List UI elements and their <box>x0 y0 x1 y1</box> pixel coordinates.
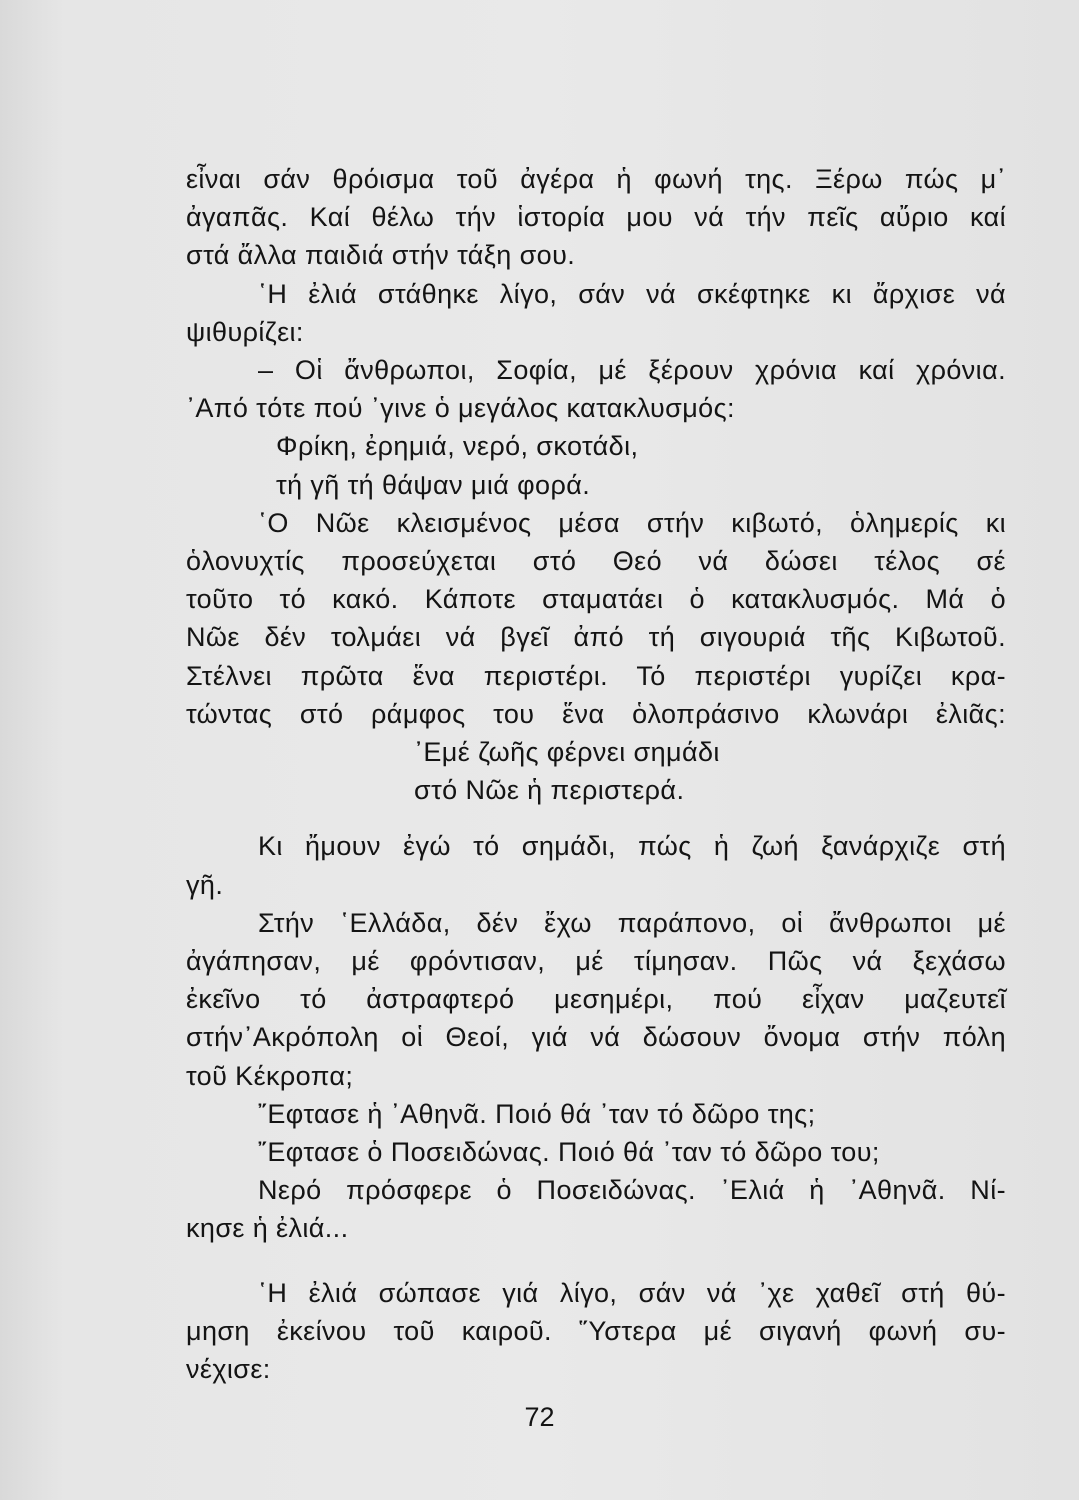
text-line: τώντας στό ράμφος του ἕνα ὁλοπράσινο κλωνάρι ἐλιᾶς: <box>186 698 1006 729</box>
text-line: ῎Εφτασε ἡ ᾽Αθηνᾶ. Ποιό θά ᾽ταν τό δῶρο της; <box>258 1098 816 1129</box>
text-line: ἐκεῖνο τό ἀστραφτερό μεσημέρι, πού εἶχαν μαζευτεῖ <box>186 984 1006 1015</box>
verse-spacer <box>186 809 1006 827</box>
dialogue-line: – Οἱ ἄνθρωποι, Σοφία, μέ ξέρουν χρόνια καί χρόνια. <box>258 355 1006 386</box>
text-line: ψιθυρίζει: <box>186 316 304 347</box>
text-line: εἶναι σάν θρόισμα τοῦ ἀγέρα ἡ φωνή της. Ξέρω πώς μ᾽ <box>186 164 1006 194</box>
text-line: Κι ἤμουν ἐγώ τό σημάδι, πώς ἡ ζωή ξανάρχιζε στή <box>258 831 1006 862</box>
text-line: ᾽Από τότε πού ᾽γινε ὁ μεγάλος κατακλυσμός: <box>186 393 735 424</box>
text-line: κησε ἡ ἐλιά... <box>186 1213 349 1244</box>
verse-line: Φρίκη, ἐρημιά, νερό, σκοτάδι, <box>276 431 639 462</box>
text-line: ἀγάπησαν, μέ φρόντισαν, μέ τίμησαν. Πῶς νά ξεχάσω <box>186 946 1006 977</box>
text-line: Νῶε δέν τολμάει νά βγεῖ ἀπό τή σιγουριά τῆς Κιβωτοῦ. <box>186 622 1006 653</box>
verse-line: στό Νῶε ἡ περιστερά. <box>414 775 685 806</box>
text-line: μηση ἐκείνου τοῦ καιροῦ. ῞Υστερα μέ σιγανή φωνή συ- <box>186 1315 1006 1346</box>
text-line: νέχισε: <box>186 1354 271 1385</box>
text-line: ἀγαπᾶς. Καί θέλω τήν ἱστορία μου νά τήν πεῖς αὔριο καί <box>186 202 1006 233</box>
text-line: ῾Ο Νῶε κλεισμένος μέσα στήν κιβωτό, ὁλημερίς κι <box>258 507 1006 538</box>
text-line: ὁλονυχτίς προσεύχεται στό Θεό νά δώσει τέλος σέ <box>186 546 1006 577</box>
paragraph-spacer <box>186 1248 1006 1274</box>
text-line: γῆ. <box>186 869 224 900</box>
verse-line: τή γῆ τή θάψαν μιά φορά. <box>276 469 591 500</box>
text-line: στά ἄλλα παιδιά στήν τάξη σου. <box>186 240 576 271</box>
body-text <box>186 160 1006 1388</box>
verse-line: ᾽Εμέ ζωῆς φέρνει σημάδι <box>414 737 720 768</box>
text-line: Στήν ῾Ελλάδα, δέν ἔχω παράπονο, οἱ ἄνθρωποι μέ <box>258 907 1006 938</box>
text-line: ῾Η ἐλιά σώπασε γιά λίγο, σάν νά ᾽χε χαθεῖ στή θύ- <box>258 1277 1006 1308</box>
text-line: Στέλνει πρῶτα ἕνα περιστέρι. Τό περιστέρι γυρίζει κρα- <box>186 660 1006 691</box>
page-number: 72 <box>524 1402 555 1432</box>
text-line: τοῦτο τό κακό. Κάποτε σταματάει ὁ κατακλυσμός. Μά ὁ <box>186 584 1006 615</box>
text-line: ῾Η ἐλιά στάθηκε λίγο, σάν νά σκέφτηκε κι ἄρχισε νά <box>258 278 1006 309</box>
text-line: στήν᾽Ακρόπολη οἱ Θεοί, γιά νά δώσουν ὄνομα στήν πόλη <box>186 1022 1006 1053</box>
text-line: ῎Εφτασε ὁ Ποσειδώνας. Ποιό θά ᾽ταν τό δῶρο του; <box>258 1137 880 1168</box>
text-line: τοῦ Κέκροπα; <box>186 1060 354 1091</box>
text-line: Νερό πρόσφερε ὁ Ποσειδώνας. ᾽Ελιά ἡ ᾽Αθηνᾶ. Νί- <box>258 1175 1006 1206</box>
